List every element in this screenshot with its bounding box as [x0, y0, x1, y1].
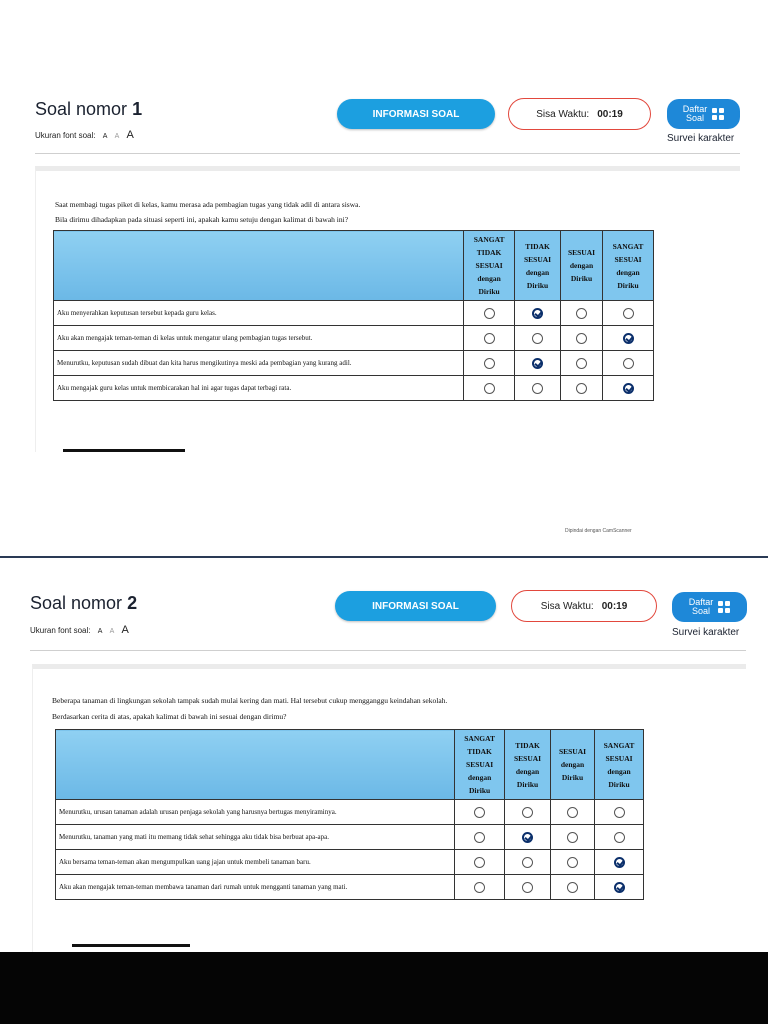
- question-title: Soal nomor 2: [30, 593, 138, 613]
- column-header-tidak-sesuai: TIDAK SESUAI dengan Diriku: [505, 730, 551, 800]
- table-row: [54, 301, 654, 326]
- radio-empty-icon[interactable]: [623, 358, 634, 369]
- radio-empty-icon[interactable]: [576, 358, 587, 369]
- table-row: [54, 376, 654, 401]
- bottom-tab: [72, 944, 190, 947]
- option-cell: [603, 301, 654, 326]
- radio-empty-icon[interactable]: [474, 882, 485, 893]
- option-cell: [464, 376, 515, 401]
- radio-empty-icon[interactable]: [522, 882, 533, 893]
- font-large-option[interactable]: A: [121, 624, 129, 636]
- option-cell: [561, 351, 603, 376]
- statement-cell: Aku mengajak guru kelas untuk membicarakan hal ini agar tugas dapat terbagi rata.: [54, 376, 464, 401]
- timer-label: Sisa Waktu:: [536, 108, 590, 120]
- radio-empty-icon[interactable]: [522, 807, 533, 818]
- option-cell: [505, 850, 551, 875]
- option-cell: [595, 875, 644, 900]
- likert-table: [55, 729, 644, 900]
- option-cell: [505, 800, 551, 825]
- statement-cell: Aku menyerahkan keputusan tersebut kepada guru kelas.: [54, 301, 464, 326]
- radio-empty-icon[interactable]: [522, 857, 533, 868]
- font-size-label: Ukuran font soal:: [35, 131, 96, 140]
- bottom-tab: [63, 449, 185, 452]
- option-cell: [603, 376, 654, 401]
- radio-empty-icon[interactable]: [567, 857, 578, 868]
- timer: [511, 590, 657, 622]
- timer-value: 00:19: [597, 108, 623, 120]
- option-cell: [505, 875, 551, 900]
- question-prompt: Bila dirimu dihadapkan pada situasi seperti ini, apakah kamu setuju dengan kalimat di bawah ini?: [55, 215, 349, 224]
- radio-checked-icon[interactable]: [623, 333, 634, 344]
- option-cell: [455, 850, 505, 875]
- option-cell: [595, 850, 644, 875]
- radio-checked-icon[interactable]: [623, 383, 634, 394]
- option-cell: [464, 326, 515, 351]
- radio-empty-icon[interactable]: [567, 832, 578, 843]
- radio-checked-icon[interactable]: [614, 882, 625, 893]
- statement-header: [54, 231, 464, 301]
- subject-label: Survei karakter: [672, 627, 740, 638]
- option-cell: [551, 800, 595, 825]
- radio-checked-icon[interactable]: [614, 857, 625, 868]
- option-cell: [455, 875, 505, 900]
- option-cell: [561, 376, 603, 401]
- table-row: [54, 351, 654, 376]
- informasi-soal-button[interactable]: INFORMASI SOAL: [335, 591, 496, 621]
- informasi-soal-button[interactable]: INFORMASI SOAL: [337, 99, 495, 129]
- option-cell: [603, 351, 654, 376]
- radio-empty-icon[interactable]: [474, 857, 485, 868]
- statement-cell: Aku akan mengajak teman-teman di kelas untuk mengatur ulang pembagian tugas tersebut.: [54, 326, 464, 351]
- question-screen-2: [0, 556, 768, 952]
- radio-checked-icon[interactable]: [532, 308, 543, 319]
- option-cell: [515, 301, 561, 326]
- option-cell: [595, 825, 644, 850]
- statement-header: [56, 730, 455, 800]
- timer: [508, 98, 651, 130]
- column-header-sesuai: SESUAI dengan Diriku: [551, 730, 595, 800]
- table-row: [54, 326, 654, 351]
- font-large-option[interactable]: A: [126, 129, 134, 141]
- radio-empty-icon[interactable]: [532, 333, 543, 344]
- radio-checked-icon[interactable]: [532, 358, 543, 369]
- option-cell: [603, 326, 654, 351]
- radio-empty-icon[interactable]: [532, 383, 543, 394]
- column-header-sangat-sesuai: SANGAT SESUAI dengan Diriku: [603, 231, 654, 301]
- font-size-control: [30, 624, 129, 636]
- font-small-option[interactable]: A: [102, 133, 108, 140]
- radio-empty-icon[interactable]: [474, 832, 485, 843]
- table-row: [56, 850, 644, 875]
- grid-icon: [718, 601, 730, 613]
- font-size-control: [35, 129, 134, 141]
- statement-cell: Menurutku, urusan tanaman adalah urusan penjaga sekolah yang harusnya bertugas menyiraminya.: [56, 800, 455, 825]
- radio-empty-icon[interactable]: [567, 807, 578, 818]
- dark-border: [0, 952, 768, 1024]
- option-cell: [595, 800, 644, 825]
- option-cell: [561, 301, 603, 326]
- option-cell: [551, 850, 595, 875]
- radio-empty-icon[interactable]: [576, 308, 587, 319]
- grid-icon: [712, 108, 724, 120]
- option-cell: [455, 825, 505, 850]
- statement-cell: Aku bersama teman-teman akan mengumpulkan uang jajan untuk membeli tanaman baru.: [56, 850, 455, 875]
- font-size-label: Ukuran font soal:: [30, 626, 91, 635]
- radio-empty-icon[interactable]: [614, 832, 625, 843]
- option-cell: [551, 825, 595, 850]
- table-row: [56, 825, 644, 850]
- statement-cell: Menurutku, tanaman yang mati itu memang tidak sehat sehingga aku tidak bisa berbuat apa-apa.: [56, 825, 455, 850]
- option-cell: [455, 800, 505, 825]
- question-prompt: Berdasarkan cerita di atas, apakah kalimat di bawah ini sesuai dengan dirimu?: [52, 712, 287, 721]
- option-cell: [561, 326, 603, 351]
- option-cell: [551, 875, 595, 900]
- column-header-sangat-tidak-sesuai: SANGAT TIDAK SESUAI dengan Diriku: [464, 231, 515, 301]
- radio-empty-icon[interactable]: [484, 308, 495, 319]
- option-cell: [464, 351, 515, 376]
- radio-empty-icon[interactable]: [567, 882, 578, 893]
- radio-empty-icon[interactable]: [576, 383, 587, 394]
- daftar-soal-button[interactable]: Daftar Soal: [667, 99, 740, 129]
- option-cell: [505, 825, 551, 850]
- font-medium-option[interactable]: A: [114, 133, 120, 140]
- radio-empty-icon[interactable]: [484, 358, 495, 369]
- question-title: Soal nomor 1: [35, 99, 143, 119]
- likert-table: [53, 230, 654, 401]
- font-medium-option[interactable]: A: [109, 628, 115, 635]
- radio-empty-icon[interactable]: [484, 383, 495, 394]
- column-header-sangat-tidak-sesuai: SANGAT TIDAK SESUAI dengan Diriku: [455, 730, 505, 800]
- question-screen-1: [0, 68, 768, 452]
- divider: [35, 153, 740, 154]
- font-small-option[interactable]: A: [97, 628, 103, 635]
- option-cell: [515, 326, 561, 351]
- radio-empty-icon[interactable]: [614, 807, 625, 818]
- radio-checked-icon[interactable]: [522, 832, 533, 843]
- timer-value: 00:19: [601, 600, 628, 612]
- question-text: Beberapa tanaman di lingkungan sekolah tampak sudah mulai kering dan mati. Hal tersebut cukup mengganggu keindahan sekolah.: [52, 696, 448, 705]
- timer-label: Sisa Waktu:: [540, 600, 594, 612]
- option-cell: [515, 376, 561, 401]
- subject-label: Survei karakter: [667, 133, 735, 144]
- option-cell: [515, 351, 561, 376]
- statement-cell: Aku akan mengajak teman-teman membawa tanaman dari rumah untuk mengganti tanaman yang mati.: [56, 875, 455, 900]
- question-text: Saat membagi tugas piket di kelas, kamu merasa ada pembagian tugas yang tidak adil di antara siswa.: [55, 200, 361, 209]
- scanner-watermark: Dipindai dengan CamScanner: [565, 528, 632, 534]
- table-row: [56, 875, 644, 900]
- statement-cell: Menurutku, keputusan sudah dibuat dan kita harus mengikutinya meski ada pembagian yang kurang adil.: [54, 351, 464, 376]
- option-cell: [464, 301, 515, 326]
- column-header-sesuai: SESUAI dengan Diriku: [561, 231, 603, 301]
- column-header-tidak-sesuai: TIDAK SESUAI dengan Diriku: [515, 231, 561, 301]
- radio-empty-icon[interactable]: [623, 308, 634, 319]
- radio-empty-icon[interactable]: [576, 333, 587, 344]
- radio-empty-icon[interactable]: [484, 333, 495, 344]
- column-header-sangat-sesuai: SANGAT SESUAI dengan Diriku: [595, 730, 644, 800]
- divider: [30, 650, 746, 651]
- radio-empty-icon[interactable]: [474, 807, 485, 818]
- daftar-soal-button[interactable]: Daftar Soal: [672, 592, 747, 622]
- table-row: [56, 800, 644, 825]
